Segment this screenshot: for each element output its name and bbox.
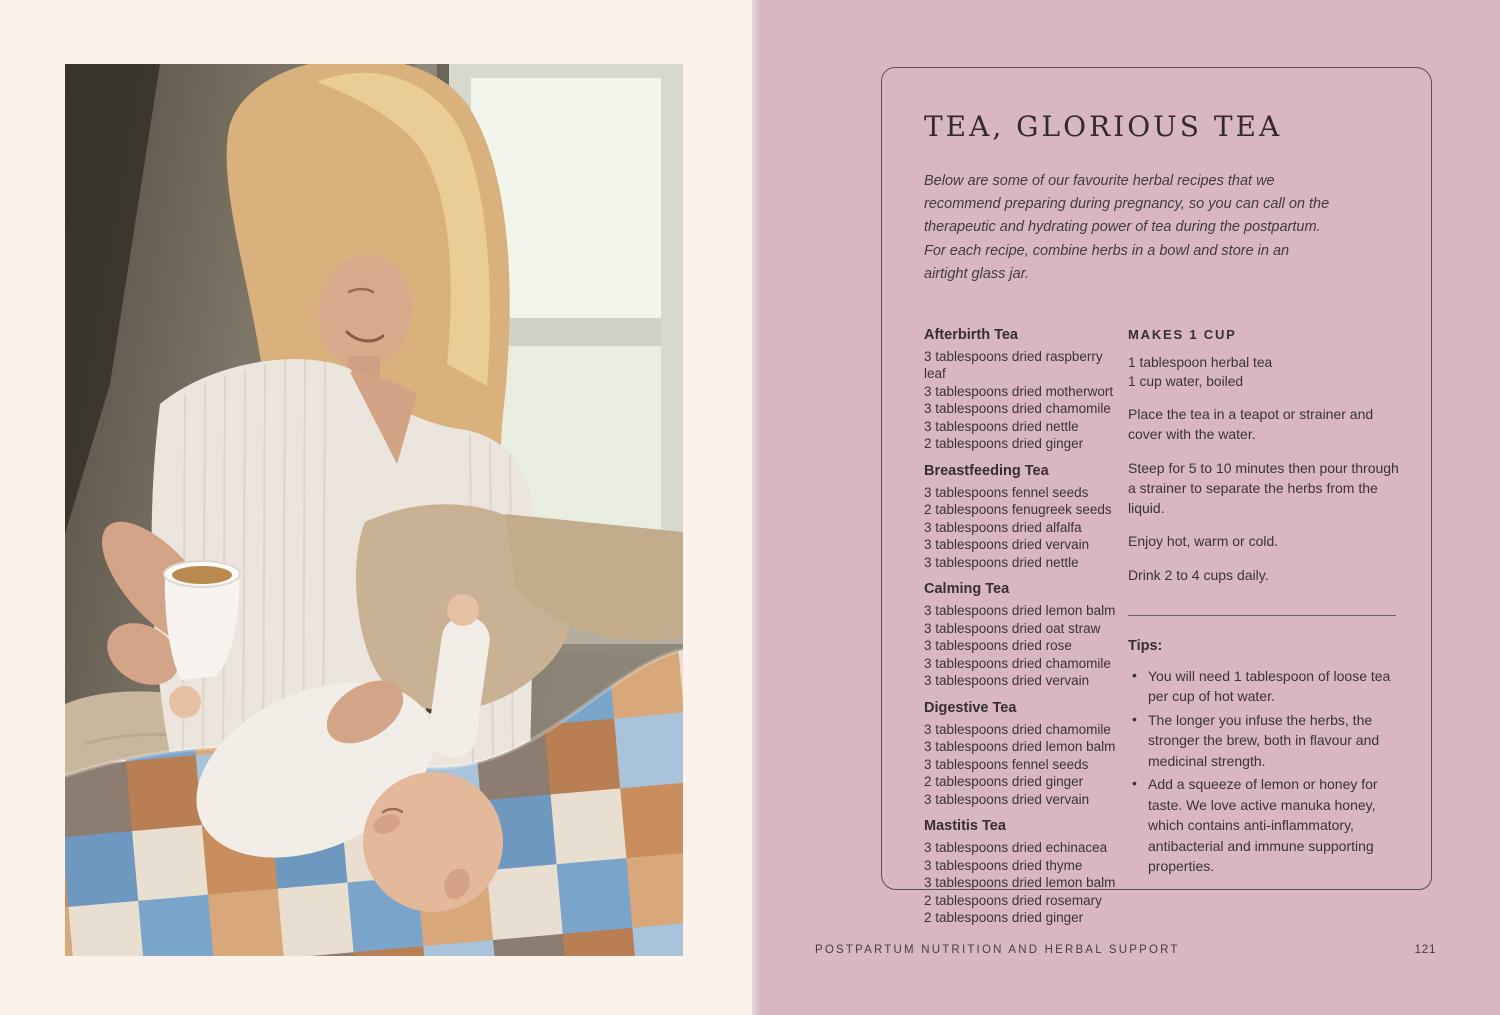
ingredient-line: 3 tablespoons dried alfalfa bbox=[924, 519, 1082, 535]
ingredient-line: 3 tablespoons dried vervain bbox=[924, 791, 1090, 807]
ingredient-line: 3 tablespoons dried vervain bbox=[924, 537, 1090, 553]
method-column bbox=[1128, 326, 1400, 936]
ingredient-line: 2 tablespoons fenugreek seeds bbox=[924, 502, 1112, 518]
recipe-columns bbox=[924, 326, 1399, 936]
method-step: Drink 2 to 4 cups daily. bbox=[1128, 566, 1269, 583]
recipe-calming-tea bbox=[924, 580, 1128, 690]
ingredient-line: 2 tablespoons dried ginger bbox=[924, 774, 1084, 790]
tip-item: • The longer you infuse the herbs, the stronger the brew, both in flavour and medicinal strength. bbox=[1128, 710, 1400, 771]
recipe-name: Breastfeeding Tea bbox=[924, 462, 1049, 479]
mother-baby-photo bbox=[65, 64, 683, 956]
method-step: Enjoy hot, warm or cold. bbox=[1128, 533, 1279, 550]
makes-heading: MAKES 1 CUP bbox=[1128, 326, 1237, 342]
tip-item: • You will need 1 tablespoon of loose tea per cup of hot water. bbox=[1128, 666, 1400, 707]
ingredient-line: 3 tablespoons dried nettle bbox=[924, 418, 1079, 434]
photo-baby-head bbox=[363, 772, 503, 912]
page-footer bbox=[815, 942, 1436, 956]
method-step: Steep for 5 to 10 minutes then pour through a strainer to separate the herbs from the liquid. bbox=[1128, 459, 1399, 517]
recipe-name: Digestive Tea bbox=[924, 699, 1017, 716]
ingredient-line: 3 tablespoons fennel seeds bbox=[924, 756, 1089, 772]
photo-baby-hand bbox=[169, 686, 201, 718]
method-step: Place the tea in a teapot or strainer and cover with the water. bbox=[1128, 405, 1374, 443]
ingredient-line: 2 tablespoons dried ginger bbox=[924, 436, 1084, 452]
ingredient-line: 3 tablespoons dried thyme bbox=[924, 857, 1083, 873]
ingredient-line: 3 tablespoons dried raspberry leaf bbox=[924, 348, 1103, 382]
ingredient-line: 3 tablespoons fennel seeds bbox=[924, 484, 1089, 500]
recipe-breastfeeding-tea bbox=[924, 462, 1128, 572]
photo-illustration bbox=[65, 64, 683, 956]
tip-item: • Add a squeeze of lemon or honey for taste. We love active manuka honey, which contains anti-inflammatory, antibacterial and immune supporting properties. bbox=[1128, 774, 1400, 876]
recipe-afterbirth-tea bbox=[924, 326, 1128, 453]
recipe-name: Mastitis Tea bbox=[924, 818, 1006, 835]
ingredient-line: 3 tablespoons dried chamomile bbox=[924, 401, 1111, 417]
ingredient-line: 2 tablespoons dried ginger bbox=[924, 910, 1084, 926]
makes-ingredient-line: 1 tablespoon herbal tea bbox=[1128, 354, 1273, 370]
right-page bbox=[752, 0, 1500, 1015]
ingredient-line: 3 tablespoons dried lemon balm bbox=[924, 875, 1116, 891]
running-footer-title: POSTPARTUM NUTRITION AND HERBAL SUPPORT bbox=[815, 944, 1180, 956]
photo-baby-hand bbox=[447, 594, 479, 626]
ingredient-line: 3 tablespoons dried motherwort bbox=[924, 383, 1114, 399]
ingredient-line: 3 tablespoons dried rose bbox=[924, 638, 1072, 654]
tips-heading: Tips: bbox=[1128, 638, 1163, 655]
ingredient-line: 3 tablespoons dried lemon balm bbox=[924, 739, 1116, 755]
recipe-name: Calming Tea bbox=[924, 581, 1010, 598]
tips-list bbox=[1128, 666, 1400, 876]
page-title: TEA, GLORIOUS TEA bbox=[924, 110, 1283, 143]
ingredient-line: 2 tablespoons dried rosemary bbox=[924, 892, 1102, 908]
recipe-digestive-tea bbox=[924, 699, 1128, 809]
recipe-box bbox=[881, 67, 1432, 926]
ingredient-line: 3 tablespoons dried lemon balm bbox=[924, 603, 1116, 619]
makes-ingredient-line: 1 cup water, boiled bbox=[1128, 373, 1244, 389]
recipe-name: Afterbirth Tea bbox=[924, 326, 1018, 343]
section-divider bbox=[1128, 615, 1396, 616]
ingredient-line: 3 tablespoons dried vervain bbox=[924, 673, 1090, 689]
recipe-mastitis-tea bbox=[924, 817, 1128, 927]
ingredient-line: 3 tablespoons dried oat straw bbox=[924, 620, 1101, 636]
intro-paragraph: Below are some of our favourite herbal recipes that we recommend preparing during pregnancy, so you can call on the therapeutic and hydrating power of tea during the postpartum. For each recipe, combine herbs in a bowl and store in an airtight glass jar. bbox=[924, 173, 1330, 282]
page-number: 121 bbox=[1414, 942, 1436, 956]
ingredient-line: 3 tablespoons dried chamomile bbox=[924, 655, 1111, 671]
ingredients-column bbox=[924, 326, 1128, 936]
ingredient-line: 3 tablespoons dried chamomile bbox=[924, 721, 1111, 737]
ingredient-line: 3 tablespoons dried echinacea bbox=[924, 840, 1108, 856]
ingredient-line: 3 tablespoons dried nettle bbox=[924, 554, 1079, 570]
